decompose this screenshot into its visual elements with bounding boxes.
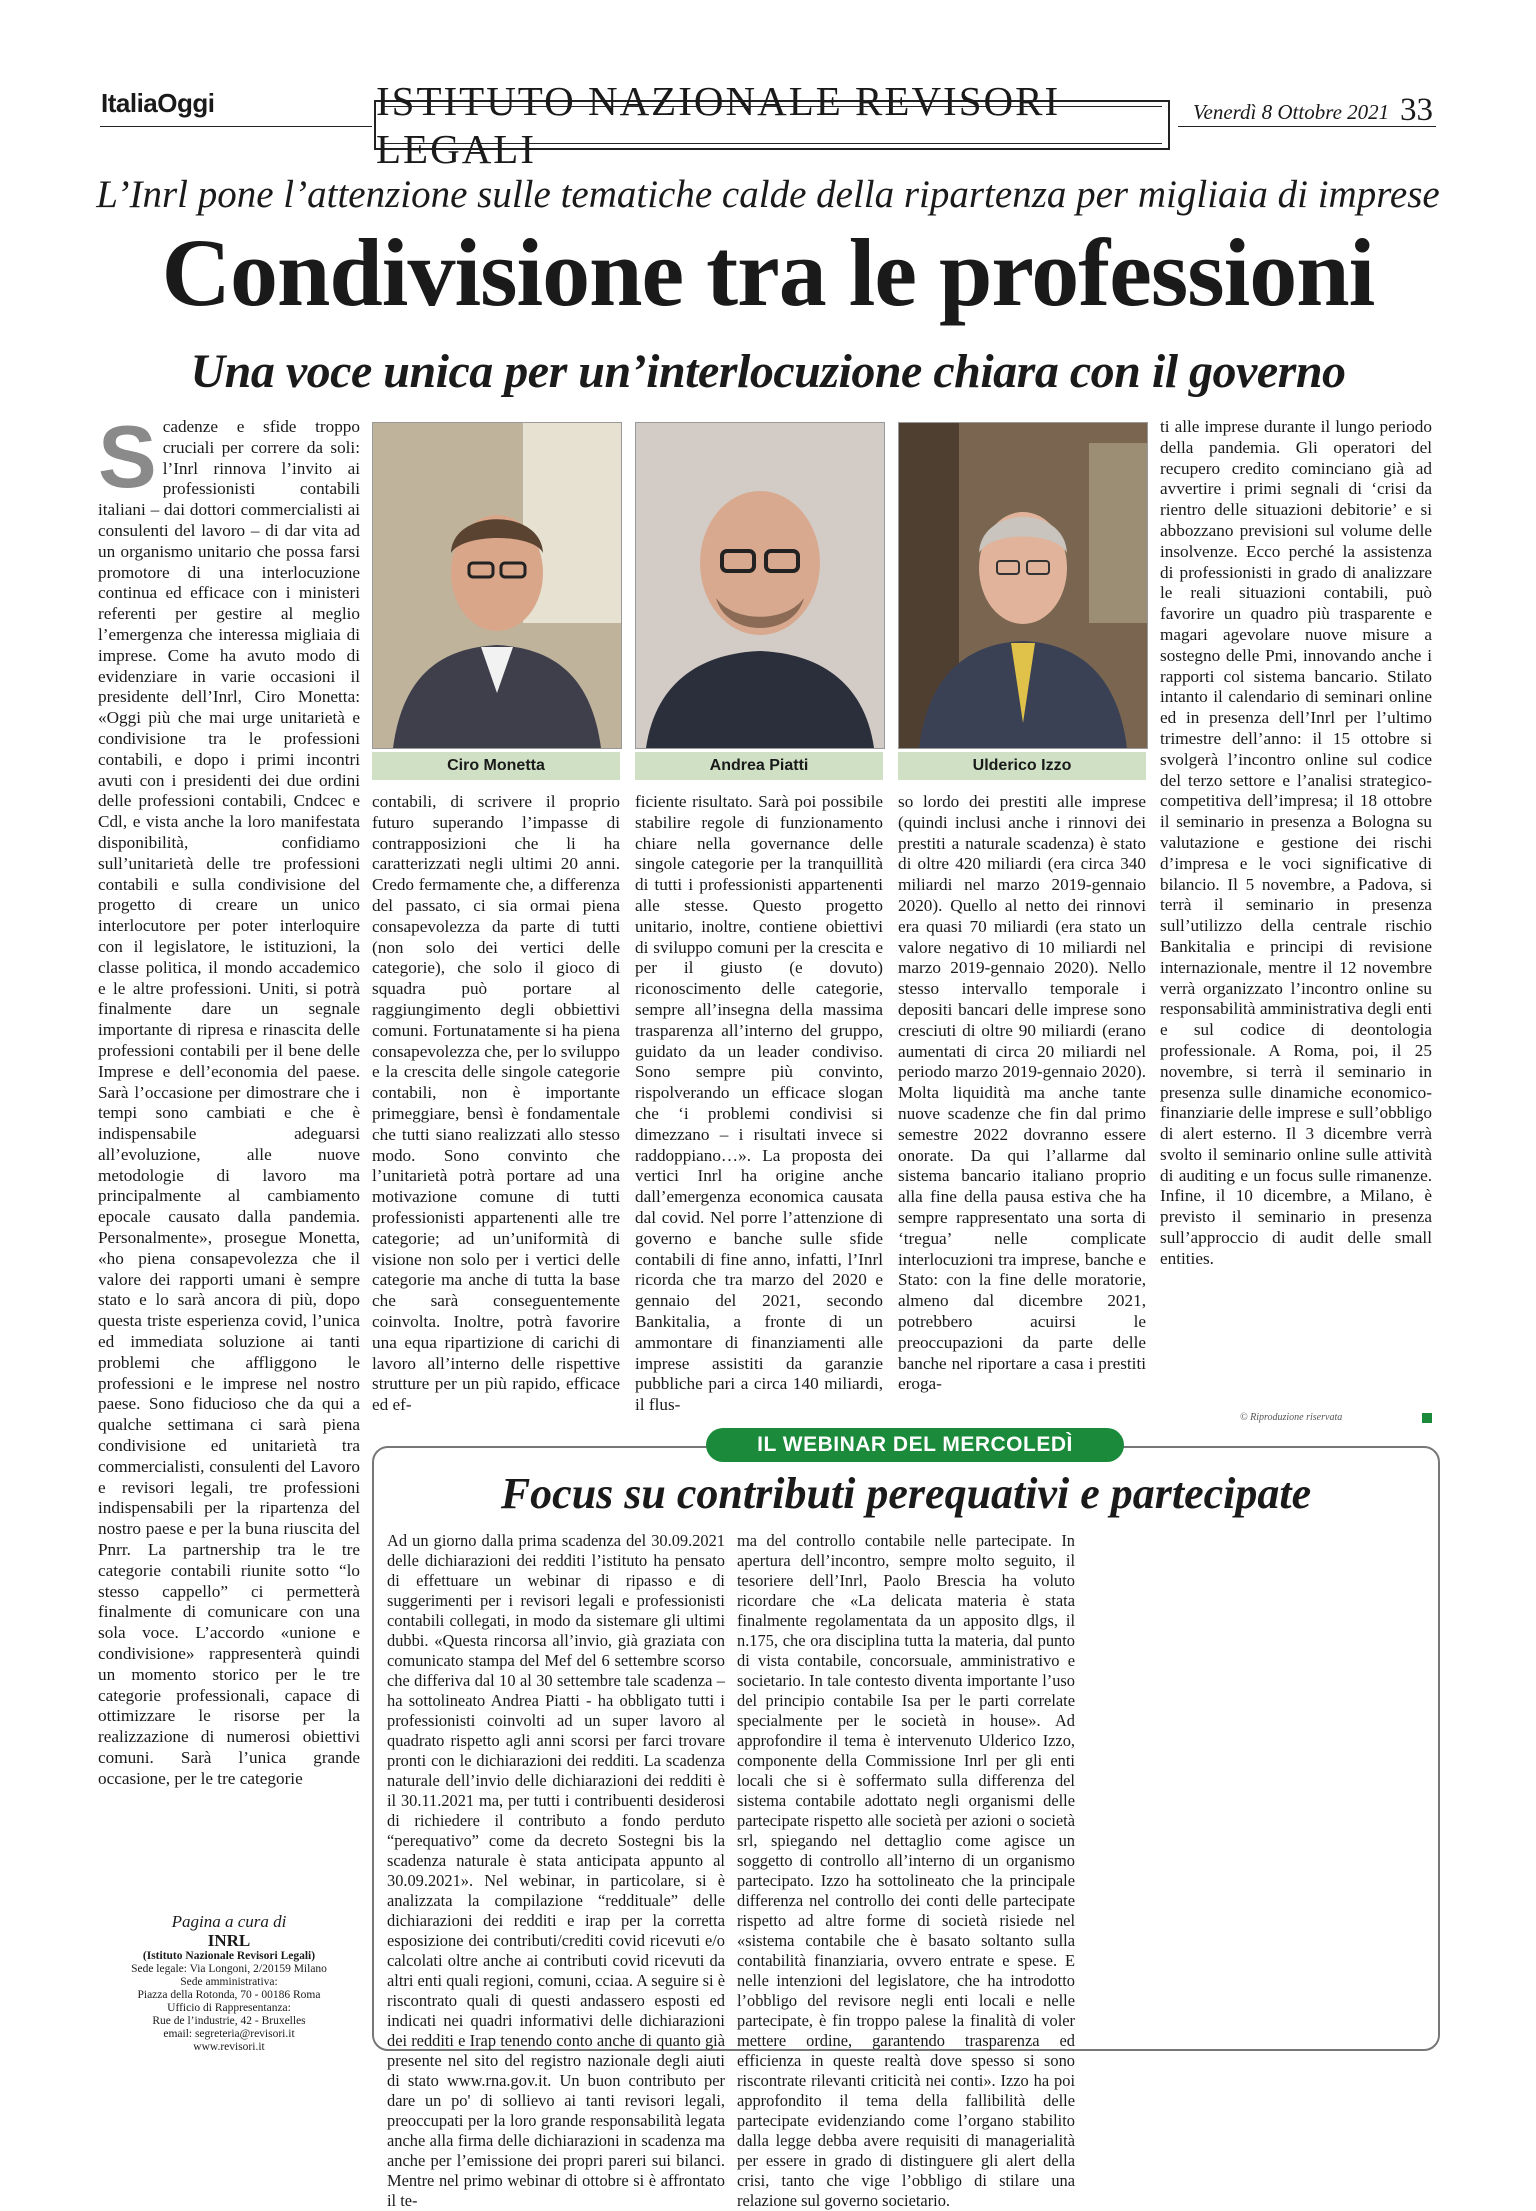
- credits-line: Piazza della Rotonda, 70 - 00186 Roma: [137, 1989, 321, 2001]
- credits-line: Sede amministrativa:: [180, 1976, 278, 1988]
- column-1-text: cadenze e sfide troppo cruciali per correre da soli: l’Inrl rinnova l’invito ai professionisti contabili italiani – dai dottori commercialisti ai consulenti del lavoro – di dar vita ad un organismo unitario che possa farsi promotore di una interlocuzione continua ed efficace con i ministeri referenti per gestire al meglio l’emergenza che interessa migliaia di imprese. Come ha avuto modo di evidenziare in varie occasioni il presidente dell’Inrl, Ciro Monetta: «Oggi più che mai urge unitarietà e condivisione tra le professioni contabili, e dopo i primi incontri avuti con i presidenti dei due ordini delle professioni contabili, Cndcec e Cdl, e vista anche la loro manifestata disponibilità, confidiamo sull’unitarietà delle tre professioni contabili e sulla condivisione del progetto di creare un unico interlocutore per poter interloquire con il legislatore, le istituzioni, la classe politica, il mondo accademico e le altre professioni. Uniti, si potrà finalmente dare un segnale importante di ripresa e rinascita delle professioni contabili per il bene delle Imprese e dell’economia del paese. Sarà l’occasione per dimostrare che i tempi sono cambiati e che è indispensabile adeguarsi all’evoluzione, alle nuove metodologie di lavoro ma principalmente al cambiamento epocale causato dalla pandemia. Personalmente», prosegue Monetta, «ho piena consapevolezza che il valore dei rapporti umani è sempre stato e lo sarà ancora di più, dopo questa triste esperienza covid, l’unica ed immediata soluzione ai tanti problemi che affliggono le professioni e le imprese nel nostro paese. Sono fiducioso che da qui a qualche settimana ci sarà piena condivisione ed unitarietà tra commercialisti, consulenti del Lavoro e revisori legali, tre professioni indispensabili per la ripartenza del nostro paese e per la buna riuscita del Pnrr. La partnership tra le tre categorie contabili riunite sotto “lo stesso cappello” ci permetterà finalmente di comunicare con una sola voce. L’accordo «unione e condivisione» rappresenterà quindi un momento storico per le tre categorie professionali, capace di ottimizzare le risorse per la realizzazione di numerosi obiettivi comuni. Sarà l’unica grande occasione, per le tre categorie: [98, 417, 360, 1788]
- end-mark: [1422, 1413, 1432, 1423]
- photo-caption: Ciro Monetta: [372, 752, 620, 780]
- drop-cap: S: [98, 407, 157, 506]
- article-column-5: [1160, 417, 1432, 1427]
- page-credits: [98, 1912, 360, 2054]
- credits-curated: Pagina a cura di: [171, 1912, 287, 1931]
- column-4-text: so lordo dei prestiti alle imprese (quindi inclusi anche i rinnovi dei prestiti a naturale scadenza) è stato di oltre 420 miliardi (era circa 340 miliardi nel marzo 2019-gennaio 2020). Quello al netto dei rinnovi era quasi 70 miliardi (era stato un valore negativo di 10 miliardi nel marzo 2019-gennaio 2020). Nello stesso intervallo temporale i depositi bancari delle imprese sono cresciuti di oltre 90 miliardi (erano aumentati di circa 20 miliardi nel periodo marzo 2019-gennaio 2020). Molta liquidità ma anche tante nuove scadenze che fin dal primo semestre 2022 dovranno essere onorate. Da qui l’allarme dal sistema bancario italiano proprio alla fine della pausa estiva che ha sempre rappresentato una sorta di ‘tregua’ nelle complicate interlocuzioni tra imprese, banche e Stato: con la fine delle moratorie, almeno dal dicembre 2021, potrebbero acuirsi le preoccupazioni da parte delle banche nel riportare a casa i prestiti eroga-: [898, 792, 1146, 1394]
- portrait-illustration: [899, 423, 1147, 748]
- photo-caption: Ulderico Izzo: [898, 752, 1146, 780]
- section-title: ISTITUTO NAZIONALE REVISORI LEGALI: [374, 100, 1170, 150]
- article-column-2: [372, 792, 620, 1427]
- photo-ciro-monetta: [372, 422, 622, 749]
- credits-line: www.revisori.it: [193, 2041, 265, 2053]
- issue-date: Venerdì 8 Ottobre 2021: [1193, 100, 1390, 124]
- page-number: 33: [1400, 92, 1433, 128]
- photo-ulderico-izzo: [898, 422, 1148, 749]
- article-subhead: Una voce unica per un’interlocuzione chiara con il governo: [190, 345, 1346, 398]
- header-rule-left: [100, 126, 372, 127]
- portrait-illustration: [636, 423, 884, 748]
- column-3-text: ficiente risultato. Sarà poi possibile stabilire regole di funzionamento chiare nella governance delle singole categorie per la tranquillità di tutti i professionisti appartenenti alle stesse. Questo progetto unitario, inoltre, contiene obiettivi di sviluppo comuni per la crescita e per il giusto (e dovuto) riconoscimento delle categorie, sempre all’insegna della massima trasparenza all’interno del gruppo, guidato da un leader condiviso. Sono sempre più convinto, rispolverando un efficace slogan che ‘i problemi condivisi si dimezzano – i risultati invece si raddoppiano…». La proposta dei vertici Inrl ha origine anche dall’emergenza economica causata dal covid. Nel porre l’attenzione di governo e banche sulle sfide contabili di fine anno, infatti, l’Inrl ricorda che tra marzo del 2020 e gennaio del 2021, secondo Bankitalia, a fronte di un ammontare di finanziamenti alle imprese assistiti da garanzie pubbliche pari a circa 140 miliardi, il flus-: [635, 792, 883, 1415]
- webinar-column-2: [737, 1531, 1075, 2210]
- newspaper-logo: ItaliaOggi: [101, 88, 215, 118]
- photo-caption: Andrea Piatti: [635, 752, 883, 780]
- credits-org: INRL: [207, 1931, 251, 1950]
- photo-andrea-piatti: [635, 422, 885, 749]
- credits-line: Rue de l’industrie, 42 - Bruxelles: [152, 2015, 306, 2027]
- portrait-illustration: [373, 423, 621, 748]
- column-5-text: ti alle imprese durante il lungo periodo della pandemia. Gli operatori del recupero credito cominciano già ad avvertire i primi segnali di ‘crisi da rientro delle situazioni debitorie’ e si abbozzano previsioni sul volume delle insolvenze. Ecco perché la assistenza di professionisti in grado di analizzare le reali situazioni contabili, può favorire un quadro più trasparente e magari agevolare nuove misure a sostegno delle Pmi, innovando anche i rapporti col sistema bancario. Stilato intanto il calendario di seminari online ed in presenza dell’Inrl per l’ultimo trimestre dell’anno: il 15 ottobre si svolgerà l’incontro online sul codice del terzo settore e l’analisi strategico-competitiva dell’impresa; il 18 ottobre il seminario in presenza a Bologna su valutazione e gestione dei rischi d’impresa e le voci significative di bilancio. Il 5 novembre, a Padova, si terrà il seminario in presenza sull’utilizzo della centrale rischio Bankitalia e principi di revisione internazionale, mentre il 12 novembre verrà organizzato l’incontro online su responsabilità amministrativa degli enti e sul codice di deontologia professionale. A Roma, poi, il 25 novembre, si terrà il seminario in presenza sulle dinamiche economico-finanziarie delle imprese e sull’obbligo di alert esterno. Il 3 dicembre verrà svolto il seminario online sulle attività di auditing e un focus sulle rimanenze. Infine, il 10 dicembre, a Milano, è previsto il seminario in presenza sull’approccio di audit delle small entities.: [1160, 417, 1432, 1268]
- webinar-tag: IL WEBINAR DEL MERCOLEDÌ: [706, 1428, 1124, 1462]
- webinar-column-2-text: ma del controllo contabile nelle partecipate. In apertura dell’incontro, sempre molto seguito, il tesoriere dell’Inrl, Paolo Brescia ha voluto ricordare che «La delicata materia è stata finalmente regolamentata da un apposito dlgs, il n.175, che ora disciplina tutta la materia, dal punto di vista contabile, concorsuale, amministrativo e societario. In tale contesto diventa importante l’uso del principio contabile Isa per le parti correlate specialmente per le società in house». Ad approfondire il tema è intervenuto Ulderico Izzo, componente della Commissione Inrl per gli enti locali che si è soffermato sulla differenza del sistema contabile adottato negli organismi delle partecipate rispetto alle società per azioni o società srl, spiegando nel dettaglio come agisce un soggetto di controllo all’interno di un organismo partecipato. Izzo ha sottolineato che la principale differenza nel controllo dei conti delle partecipate rispetto ad altre forme di società risiede nel «sistema contabile che è basato soltanto sulla contabilità finanziaria, ovvero entrate e spese. E nelle intenzioni del legislatore, che ha introdotto l’obbligo del revisore negli enti locali e nelle partecipate, è fin troppo palese la finalità di voler mettere ordine, garantendo trasparenza ed efficienza in queste realtà dove spesso si sono riscontrate rilevanti criticità nei conti». Izzo ha poi approfondito il tema della fallibilità delle partecipate evidenziando come l’organo stabilito dalla legge debba avere requisiti di managerialità per essere in grado di distinguere gli alert della crisi, tanto che vige l’obbligo di stilare una relazione sul governo societario.: [737, 1531, 1075, 2210]
- reproduction-text: © Riproduzione riservata: [1240, 1412, 1343, 1423]
- webinar-column-1: [387, 1531, 725, 2210]
- article-column-4: [898, 792, 1146, 1427]
- credits-line: Ufficio di Rappresentanza:: [167, 2002, 291, 2014]
- article-column-3: [635, 792, 883, 1427]
- article-column-1: [98, 407, 360, 1887]
- header-rule-right: [1178, 126, 1436, 127]
- credits-line: Sede legale: Via Longoni, 2/20159 Milano: [131, 1963, 327, 1975]
- column-2-text: contabili, di scrivere il proprio futuro superando l’impasse di contrapposizioni che li ha caratterizzati negli ultimi 20 anni. Credo fermamente che, a differenza del passato, ci sia ormai piena consapevolezza da parte di tutti (non solo dei vertici delle categorie), che solo il gioco di squadra può portare al raggiungimento degli obbiettivi comuni. Fortunatamente si ha piena consapevolezza che, per lo sviluppo e la crescita delle singole categorie contabili, non è importante primeggiare, bensì è fondamentale che tutti siano realizzati allo stesso modo. Sono convinto che l’unitarietà potrà portare ad una motivazione comune di tutti professionisti appartenenti alle tre categorie; ad un’uniformità di visione non solo per i vertici delle categorie ma anche di tutta la base che sarà conseguentemente coinvolta. Inoltre, potrà favorire una equa ripartizione di carichi di lavoro all’interno delle rispettive strutture per un più rapido, efficace ed ef-: [372, 792, 620, 1415]
- article-kicker: L’Inrl pone l’attenzione sulle tematiche calde della ripartenza per migliaia di imprese: [96, 173, 1440, 216]
- webinar-column-1-text: Ad un giorno dalla prima scadenza del 30.09.2021 delle dichiarazioni dei redditi l’istituto ha pensato di effettuare un webinar di ripasso e di suggerimenti per i revisori legali e professionisti contabili collegati, in modo da sistemare gli ultimi dubbi. «Questa rincorsa all’invio, già graziata con comunicato stampa del Mef del 6 settembre scorso che differiva dal 10 al 30 settembre tale scadenza – ha sottolineato Andrea Piatti - ha obbligato tutti i professionisti coinvolti ad un super lavoro al quadrato rispetto agli anni scorsi per farci trovare pronti con le dichiarazioni dei redditi. La scadenza naturale dell’invio delle dichiarazioni dei redditi è il 30.11.2021 ma, per tutti i contribuenti desiderosi di richiedere il contributo a fondo perduto “perequativo” come da decreto Sostegni bis la scadenza naturale è stata anticipata appunto al 30.09.2021». Nel webinar, in particolare, si è analizzata la compilazione “reddituale” delle dichiarazioni dei redditi e irap per la corretta esposizione dei contributi/crediti covid ricevuti e/o calcolati oltre anche ai contributi covid ricevuti da altri enti quali regioni, comuni, cciaa. A seguire si è riscontrato quali di questi andassero esposti ed indicati nei quadri informativi delle dichiarazioni dei redditi e Irap tenendo conto anche di quanto già presente nel sito del registro nazionale degli aiuti di stato www.rna.gov.it. Un buon contributo per dare un po' di sollievo ai tanti revisori legali, preoccupati per la loro grande responsabilità legata anche alla firma delle dichiarazioni in scadenza ma anche per l’emissione dei propri pareri sui bilanci. Mentre nel primo webinar di ottobre si è affrontato il te-: [387, 1531, 725, 2210]
- reproduction-notice: [1240, 1412, 1342, 1423]
- article-headline: Condivisione tra le professioni: [161, 219, 1375, 326]
- credits-line: email: segreteria@revisori.it: [163, 2028, 295, 2040]
- credits-org-full: (Istituto Nazionale Revisori Legali): [142, 1950, 316, 1962]
- webinar-title: Focus su contributi perequativi e partecipate: [500, 1469, 1312, 1518]
